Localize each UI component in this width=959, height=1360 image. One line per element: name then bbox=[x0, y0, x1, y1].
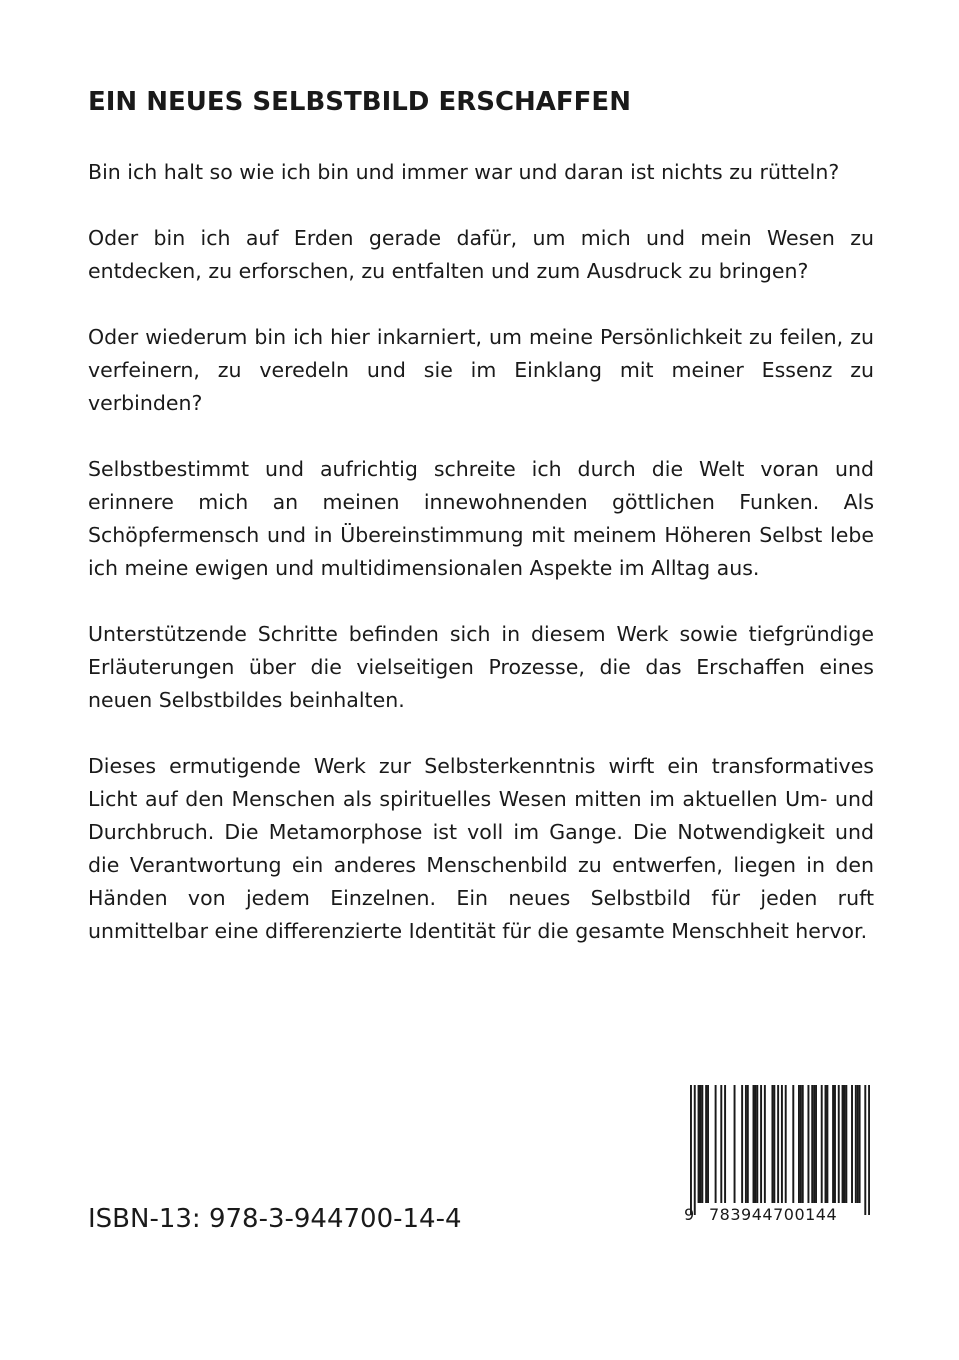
barcode-bar bbox=[754, 1085, 756, 1203]
barcode-bar bbox=[715, 1085, 717, 1203]
paragraph-2: Oder bin ich auf Erden gerade dafür, um mich und mein Wesen zu entdecken, zu erforschen, zu entfalten und zum Ausdruck zu bringen? bbox=[88, 226, 874, 283]
barcode-lead-digit: 9 bbox=[684, 1205, 695, 1224]
barcode-bar bbox=[698, 1085, 700, 1203]
barcode-bar bbox=[851, 1085, 853, 1203]
barcode-bar bbox=[859, 1085, 861, 1203]
barcode-bar bbox=[807, 1085, 809, 1203]
barcode-bar bbox=[813, 1085, 815, 1203]
paragraph-3: Oder wiederum bin ich hier inkarniert, um meine Persönlichkeit zu feilen, zu verfeinern, zu veredeln und sie im Einklang mit meiner Essenz zu verbinden? bbox=[88, 325, 874, 415]
barcode-bar bbox=[753, 1085, 755, 1203]
barcode-bar bbox=[845, 1085, 847, 1203]
barcode-bar bbox=[705, 1085, 707, 1203]
paragraph-4: Selbstbestimmt und aufrichtig schreite ich durch die Welt voran und erinnere mich an meinen innewohnenden göttlichen Funken. Als Schöpfermensch und in Übereinstimmung mit meinem Höheren Selbst lebe ich meine ewigen und multidimensionalen Aspekte im Alltag aus. bbox=[88, 457, 874, 580]
barcode-bar bbox=[781, 1085, 783, 1215]
isbn-barcode bbox=[684, 1085, 870, 1227]
barcode-bar bbox=[785, 1085, 787, 1203]
barcode-bar bbox=[764, 1085, 766, 1203]
paragraph-5: Unterstützende Schritte befinden sich in diesem Werk sowie tiefgründige Erläuterungen über die vielseitigen Prozesse, die das Erschaffen eines neuen Selbstbildes beinhalten. bbox=[88, 622, 874, 712]
barcode-bar bbox=[741, 1085, 743, 1203]
barcode-bar bbox=[701, 1085, 703, 1203]
barcode-bar bbox=[857, 1085, 859, 1203]
barcode-bar bbox=[868, 1085, 870, 1215]
barcode-bar bbox=[855, 1085, 857, 1203]
barcode-bar bbox=[864, 1085, 866, 1215]
barcode-bar bbox=[825, 1085, 827, 1203]
barcode-bar bbox=[724, 1085, 726, 1203]
barcode-bar bbox=[826, 1085, 828, 1203]
barcode-bar bbox=[699, 1085, 701, 1203]
paragraph-6: Dieses ermutigende Werk zur Selbsterkenntnis wirft ein transformatives Licht auf den Menschen als spirituelles Wesen mitten im aktuellen Um- und Durchbruch. Die Metamorphose ist voll im Gange. Die Notwendigkeit und die Verantwortung ein anderes Menschenbild zu entwerfen, liegen in den Händen von jedem Einzelnen. Ein neues Selbstbild für jeden ruft unmittelbar eine differenzierte Identität für die gesamte Menschheit hervor. bbox=[88, 754, 874, 943]
barcode-number: 783944700144 bbox=[708, 1203, 838, 1227]
barcode-bar bbox=[838, 1085, 840, 1203]
barcode-bars bbox=[690, 1085, 870, 1215]
barcode-bar bbox=[690, 1085, 692, 1215]
barcode-digits bbox=[684, 1203, 870, 1227]
barcode-bar bbox=[832, 1085, 834, 1203]
barcode-bar bbox=[756, 1085, 758, 1203]
barcode-bar bbox=[798, 1085, 800, 1203]
barcode-bar bbox=[773, 1085, 775, 1203]
barcode-bar bbox=[842, 1085, 844, 1203]
barcode-bar bbox=[734, 1085, 736, 1203]
barcode-bar bbox=[694, 1085, 696, 1215]
barcode-bar bbox=[821, 1085, 823, 1203]
isbn-label: ISBN-13: 978-3-944700-14-4 bbox=[88, 1204, 462, 1234]
barcode-bar bbox=[802, 1085, 804, 1203]
blurb-text bbox=[88, 156, 874, 981]
barcode-bar bbox=[747, 1085, 749, 1203]
barcode-bar bbox=[745, 1085, 747, 1203]
barcode-bar bbox=[800, 1085, 802, 1203]
page-title: EIN NEUES SELBSTBILD ERSCHAFFEN bbox=[88, 87, 631, 117]
barcode-bar bbox=[771, 1085, 773, 1203]
barcode-bar bbox=[834, 1085, 836, 1203]
barcode-bar bbox=[720, 1085, 722, 1203]
barcode-bar bbox=[707, 1085, 709, 1203]
barcode-bar bbox=[777, 1085, 779, 1215]
barcode-bar bbox=[815, 1085, 817, 1203]
paragraph-1: Bin ich halt so wie ich bin und immer war und daran ist nichts zu rütteln? bbox=[88, 160, 840, 184]
barcode-bar bbox=[792, 1085, 794, 1203]
barcode-bar bbox=[760, 1085, 762, 1203]
barcode-bar bbox=[811, 1085, 813, 1203]
barcode-bar bbox=[843, 1085, 845, 1203]
